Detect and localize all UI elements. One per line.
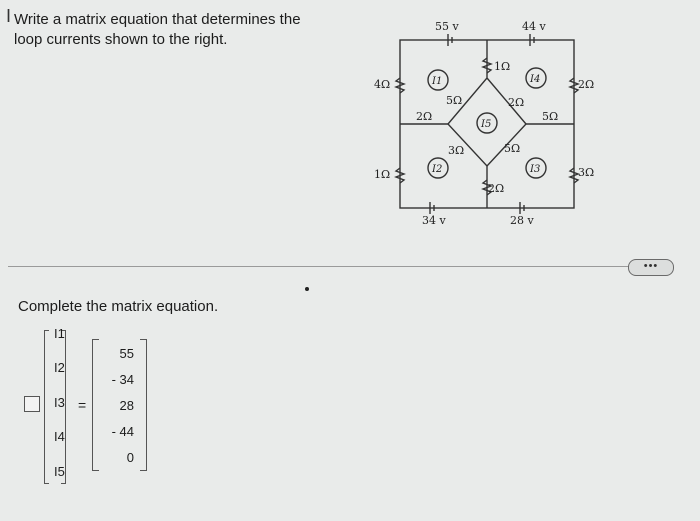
resistor-2c: 2Ω	[578, 78, 595, 91]
question-line-2: loop currents shown to the right.	[14, 31, 228, 48]
resistor-1b: 1Ω	[494, 60, 511, 73]
source-28v: 28 v	[510, 214, 534, 227]
question-line-1: Write a matrix equation that determines the	[14, 11, 301, 28]
loop-label-1: I1	[432, 76, 443, 87]
rhs-value-2: - 34	[111, 372, 134, 387]
loop-label-2: I2	[432, 164, 443, 175]
more-options-button[interactable]: •••	[628, 259, 674, 276]
resistor-1a: 1Ω	[374, 168, 391, 181]
resistor-2b: 2Ω	[508, 96, 525, 109]
resistor-4: 4Ω	[374, 78, 391, 91]
circuit-diagram	[360, 8, 600, 238]
matrix-answer-box[interactable]	[24, 396, 40, 412]
prompt-text: Complete the matrix equation.	[18, 298, 219, 315]
source-34v: 34 v	[422, 214, 446, 227]
rhs-value-4: - 44	[111, 424, 134, 439]
source-44v: 44 v	[522, 20, 546, 33]
question-text	[14, 10, 334, 50]
loop-label-5: I5	[481, 119, 492, 130]
resistor-3a: 3Ω	[448, 144, 465, 157]
source-55v: 55 v	[435, 20, 459, 33]
pointer-dot	[305, 287, 309, 291]
text-cursor-icon: I	[6, 6, 12, 26]
rhs-value-5: 0	[126, 450, 134, 465]
unknown-i4: I4	[54, 429, 65, 444]
unknown-i3: I3	[54, 395, 65, 410]
unknown-i2: I2	[54, 360, 65, 375]
unknown-i5: I5	[54, 464, 65, 479]
resistor-5a: 5Ω	[446, 94, 463, 107]
resistor-2a: 2Ω	[416, 110, 433, 123]
resistor-5b: 5Ω	[542, 110, 559, 123]
equals-sign: =	[78, 397, 87, 413]
rhs-vector	[92, 339, 147, 471]
rhs-value-1: 55	[119, 346, 134, 361]
unknown-i1: I1	[54, 326, 65, 341]
resistor-3b: 3Ω	[578, 166, 595, 179]
section-divider	[8, 266, 668, 267]
rhs-value-3: 28	[119, 398, 134, 413]
loop-label-3: I3	[530, 164, 541, 175]
resistor-2d: 2Ω	[488, 182, 505, 195]
loop-label-4: I4	[530, 74, 541, 85]
resistor-5c: 5Ω	[504, 142, 521, 155]
